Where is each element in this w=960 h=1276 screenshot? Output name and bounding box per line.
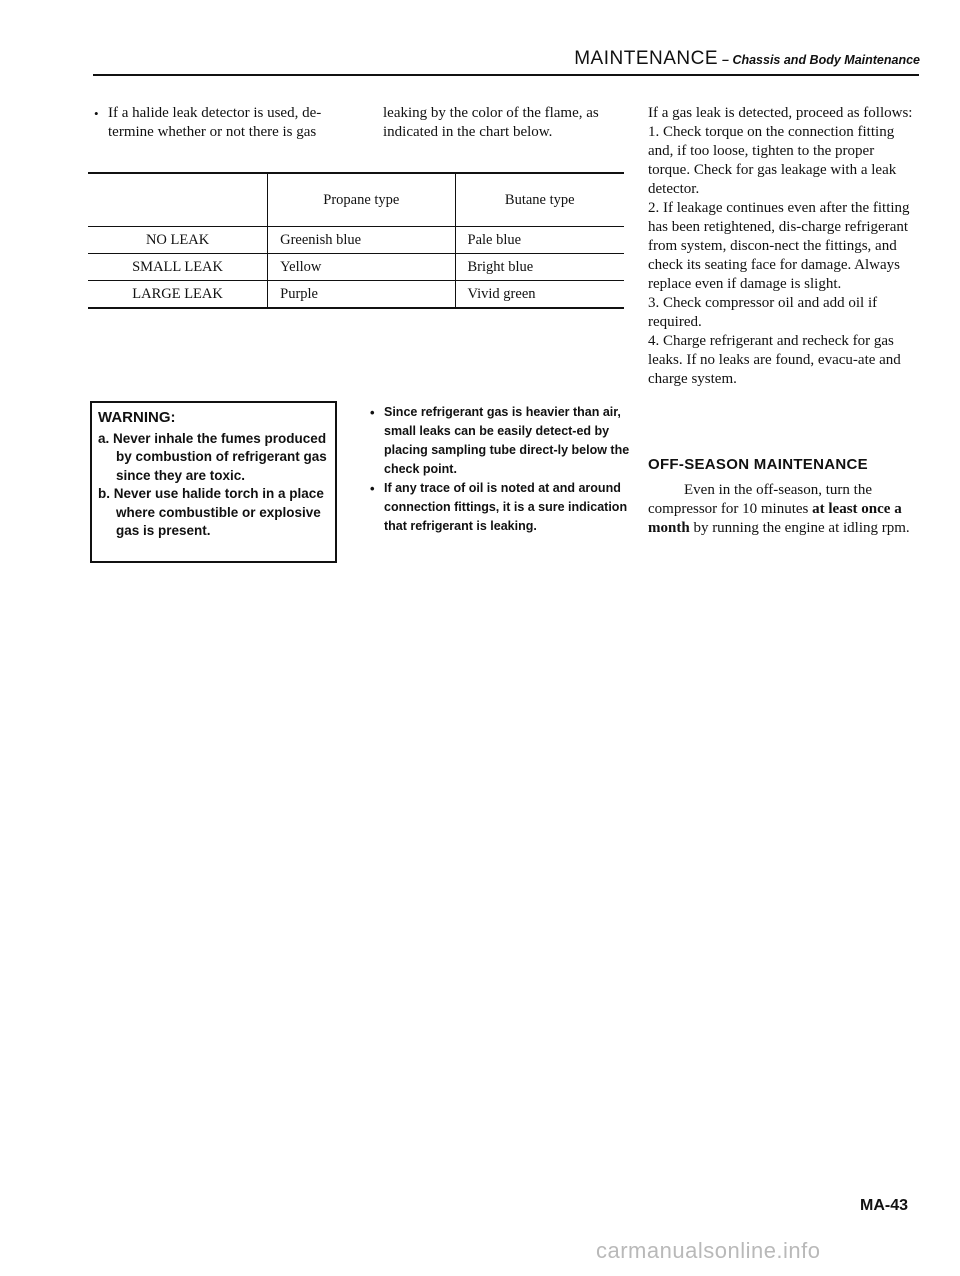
table-header-cell	[88, 173, 268, 227]
table-row	[88, 254, 624, 281]
leak-procedure	[648, 104, 918, 389]
page-number: MA-43	[860, 1197, 909, 1214]
procedure-step: 4. Charge refrigerant and recheck for gas leaks. If no leaks are found, evacu-ate and charge system.	[648, 333, 901, 387]
off-season-emphasis: at least once a month	[648, 501, 902, 536]
header-rule	[93, 74, 919, 76]
procedure-intro: If a gas leak is detected, proceed as follows:	[648, 105, 913, 121]
leak-color-table	[88, 172, 624, 309]
table-header-cell: Propane type	[268, 173, 455, 227]
intro-bullet	[108, 104, 356, 142]
procedure-step: 1. Check torque on the connection fitting and, if too loose, tighten to the proper torque. Check for gas leakage with a leak detector.	[648, 124, 897, 197]
warning-box	[90, 401, 337, 563]
table-cell: Pale blue	[455, 227, 624, 254]
warning-title: WARNING:	[98, 409, 176, 426]
table-cell: Greenish blue	[268, 227, 455, 254]
off-season-text-part: by running the engine at idling rpm.	[689, 520, 910, 536]
leak-tips-list	[384, 403, 632, 536]
table-header-row	[88, 173, 624, 227]
off-season-text	[648, 481, 916, 538]
procedure-step: 2. If leakage continues even after the fitting has been retightened, dis-charge refrigerant from system, discon-nect the fittings, and check its seating face for damage. Always replace even if damage is slight.	[648, 200, 910, 292]
table-cell: NO LEAK	[88, 227, 268, 254]
table-cell: Yellow	[268, 254, 455, 281]
list-item: • Since refrigerant gas is heavier than air, small leaks can be easily detect-ed by placing sampling tube direct-ly below the check point.	[384, 403, 632, 479]
section-heading: OFF-SEASON MAINTENANCE	[648, 456, 868, 473]
table-row	[88, 281, 624, 309]
header-title: MAINTENANCE	[574, 48, 719, 69]
table-cell: Bright blue	[455, 254, 624, 281]
table-header-cell: Butane type	[455, 173, 624, 227]
off-season-text-part: Even in the off-season, turn the compressor for 10 minutes	[648, 482, 873, 517]
warning-item: b. Never use halide torch in a place where combustible or explosive gas is present.	[98, 486, 324, 538]
table-row	[88, 227, 624, 254]
intro-bullet-text: If a halide leak detector is used, de-termine whether or not there is gas	[108, 105, 322, 140]
table-cell: SMALL LEAK	[88, 254, 268, 281]
table-cell: Purple	[268, 281, 455, 309]
table-cell: Vivid green	[455, 281, 624, 309]
list-item: • If any trace of oil is noted at and around connection fittings, it is a sure indication that refrigerant is leaking.	[384, 479, 632, 536]
procedure-step: 3. Check compressor oil and add oil if required.	[648, 295, 878, 330]
watermark: carmanualsonline.info	[596, 1238, 821, 1263]
warning-item: a. Never inhale the fumes produced by combustion of refrigerant gas since they are toxic.	[98, 430, 327, 483]
intro-continuation: leaking by the color of the flame, as indicated in the chart below.	[383, 105, 599, 140]
table-cell: LARGE LEAK	[88, 281, 268, 309]
header-subtitle: – Chassis and Body Maintenance	[722, 53, 920, 67]
